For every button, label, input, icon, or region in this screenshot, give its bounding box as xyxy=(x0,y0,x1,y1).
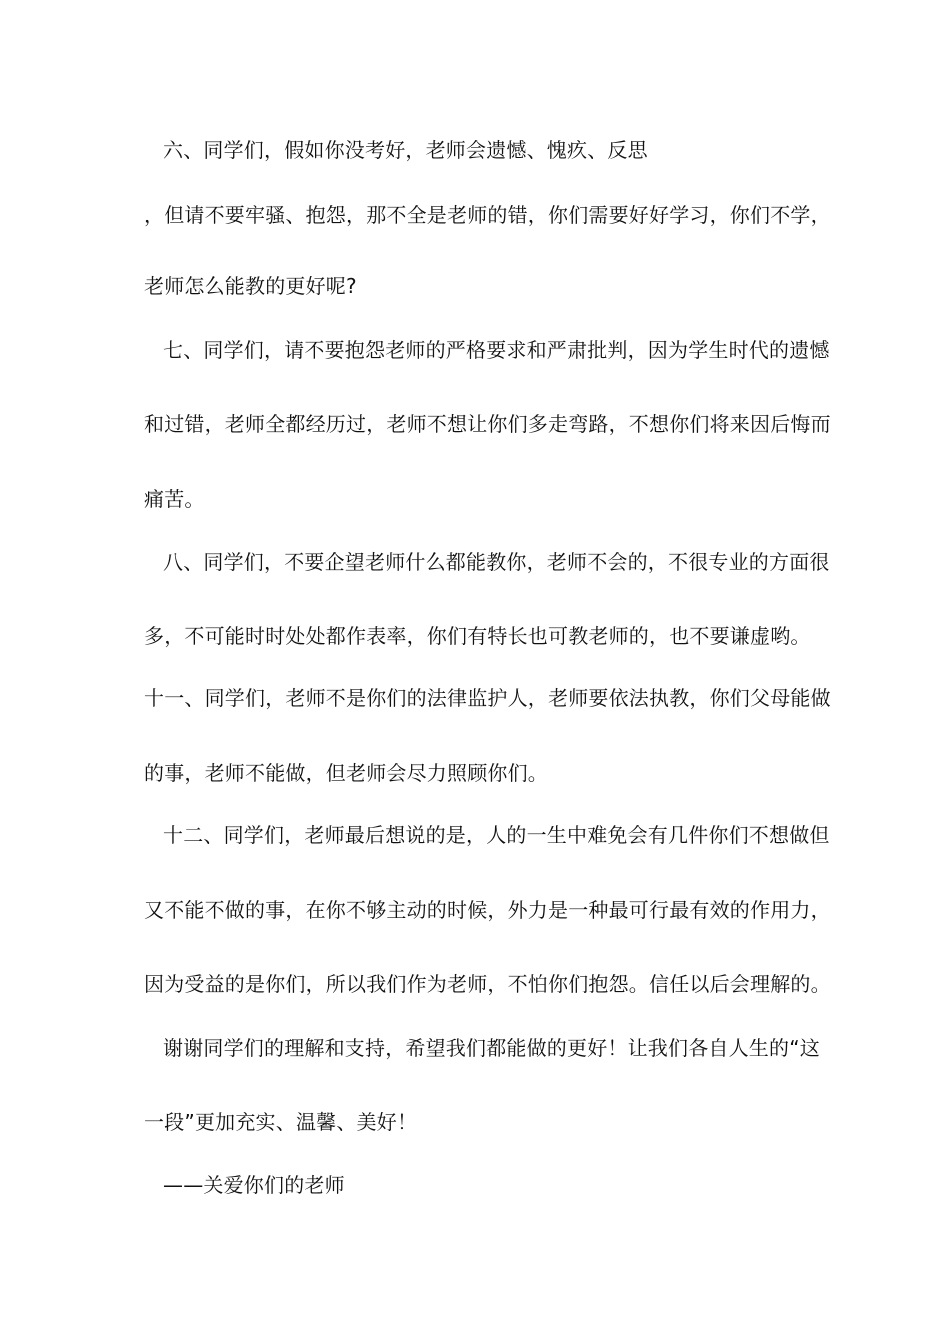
paragraph-11-line-2: 的事，老师不能做，但老师会尽力照顾你们。 xyxy=(144,761,548,785)
paragraph-7-line-2: 和过错，老师全都经历过，老师不想让你们多走弯路，不想你们将来因后悔而 xyxy=(144,412,831,436)
paragraph-7-line-1: 七、同学们，请不要抱怨老师的严格要求和严肃批判，因为学生时代的遗憾 xyxy=(163,338,830,362)
paragraph-8-line-1: 八、同学们，不要企望老师什么都能教你，老师不会的，不很专业的方面很 xyxy=(163,550,830,574)
paragraph-7-line-3: 痛苦。 xyxy=(144,487,205,511)
closing-line-1: 谢谢同学们的理解和支持，希望我们都能做的更好！让我们各自人生的“这 xyxy=(163,1036,820,1060)
paragraph-8-line-2: 多，不可能时时处处都作表率，你们有特长也可教老师的，也不要谦虚哟。 xyxy=(144,624,811,648)
closing-line-2: 一段”更加充实、温馨、美好！ xyxy=(144,1110,418,1134)
paragraph-12-line-2: 又不能不做的事，在你不够主动的时候，外力是一种最可行最有效的作用力， xyxy=(144,898,831,922)
paragraph-12-line-1: 十二、同学们，老师最后想说的是，人的一生中难免会有几件你们不想做但 xyxy=(163,823,830,847)
paragraph-6-line-1: 六、同学们，假如你没考好，老师会遗憾、愧疚、反思 xyxy=(163,138,648,162)
paragraph-6-line-3: 老师怎么能教的更好呢? xyxy=(144,274,357,298)
paragraph-6-line-2: ，但请不要牢骚、抱怨，那不全是老师的错，你们需要好好学习，你们不学， xyxy=(144,203,831,227)
signature: ——关爱你们的老师 xyxy=(163,1173,345,1197)
paragraph-12-line-3: 因为受益的是你们，所以我们作为老师，不怕你们抱怨。信任以后会理解的。 xyxy=(144,972,831,996)
paragraph-11-line-1: 十一、同学们，老师不是你们的法律监护人，老师要依法执教，你们父母能做 xyxy=(144,686,831,710)
